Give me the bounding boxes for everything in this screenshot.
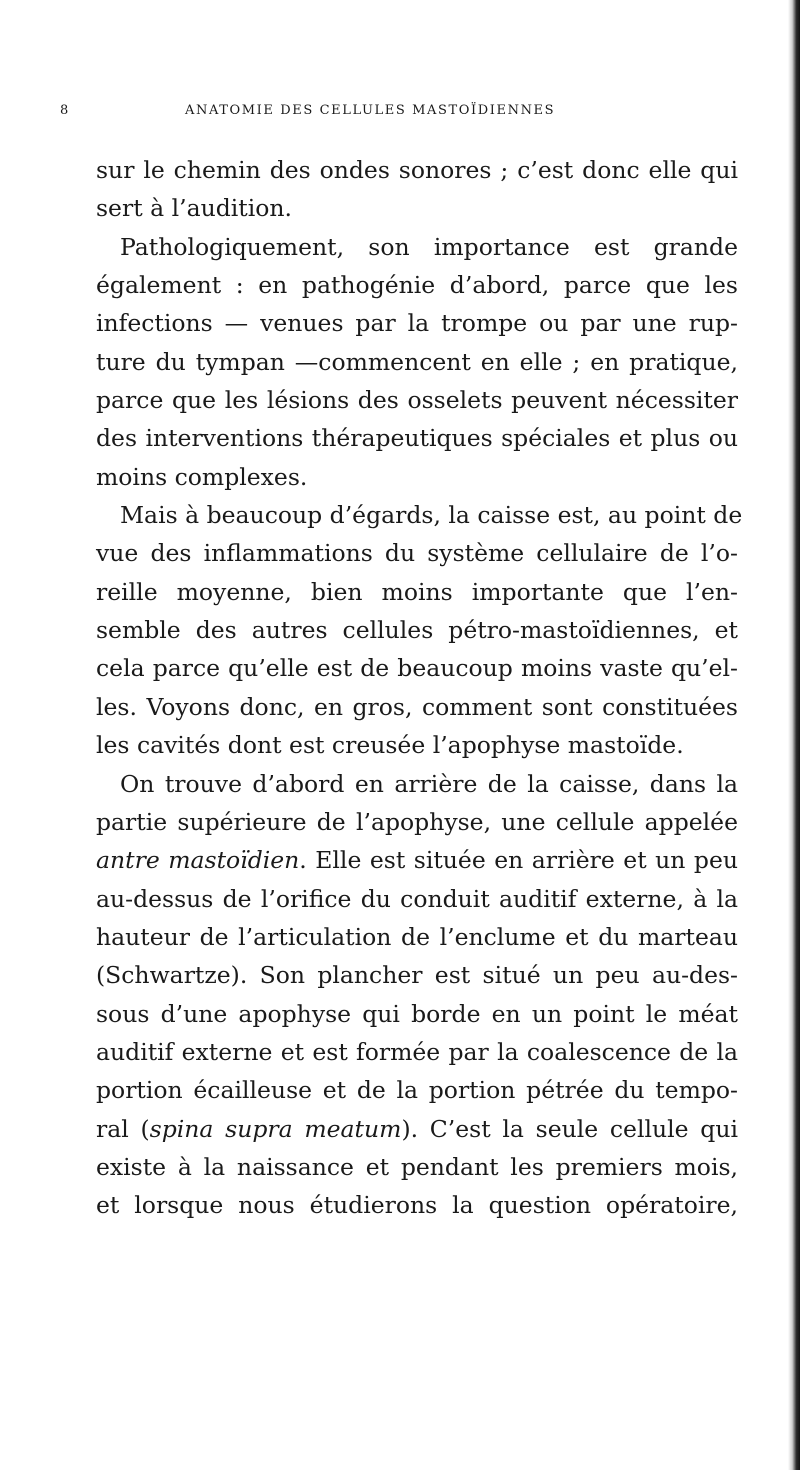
paragraph-first-line: On trouve d’abord en arrière de la caisse, dans la <box>120 769 738 798</box>
text-line: moins complexes. <box>96 462 308 491</box>
text-line: portion écailleuse et de la portion pétrée du tempo- <box>96 1076 738 1105</box>
text-line: cela parce qu’elle est de beaucoup moins vaste qu’el- <box>96 654 738 683</box>
text-line: antre mastoïdien. Elle est située en arrière et un peu <box>96 846 738 875</box>
text-line: (Schwartze). Son plancher est situé un peu au-des- <box>96 961 738 990</box>
italic-term: antre mastoïdien <box>96 846 300 875</box>
text-line: semble des autres cellules pétro-mastoïdiennes, et <box>96 616 738 645</box>
page-edge-shadow <box>788 0 800 1470</box>
text-line: auditif externe et est formée par la coalescence de la <box>96 1037 738 1066</box>
running-header <box>60 103 772 125</box>
text-line: sous d’une apophyse qui borde en un point le méat <box>96 999 738 1028</box>
text-line: ture du tympan —commencent en elle ; en pratique, <box>96 347 738 376</box>
text-line: également : en pathogénie d’abord, parce que les <box>96 271 738 300</box>
page-number: 8 <box>60 103 70 118</box>
text-line: et lorsque nous étudierons la question opératoire, <box>96 1191 738 1220</box>
text-line: parce que les lésions des osselets peuvent nécessiter <box>96 386 738 415</box>
text-line: hauteur de l’articulation de l’enclume et du marteau <box>96 922 738 951</box>
text-line: reille moyenne, bien moins importante que l’en- <box>96 577 738 606</box>
text-line: partie supérieure de l’apophyse, une cellule appelée <box>96 807 738 836</box>
text-line: des interventions thérapeutiques spéciales et plus ou <box>96 424 738 453</box>
text-line: existe à la naissance et pendant les premiers mois, <box>96 1152 738 1181</box>
running-header-title: ANATOMIE DES CELLULES MASTOÏDIENNES <box>185 103 556 118</box>
italic-term: spina supra meatum <box>149 1114 402 1143</box>
text-line: ral (spina supra meatum). C’est la seule cellule qui <box>96 1114 738 1143</box>
text-line: infections — venues par la trompe ou par une rup- <box>96 309 738 338</box>
text-line: les. Voyons donc, en gros, comment sont constituées <box>96 692 738 721</box>
paragraph-first-line: Pathologiquement, son importance est grande <box>120 232 738 261</box>
text-line: au-dessus de l’orifice du conduit auditif externe, à la <box>96 884 738 913</box>
body-text <box>96 151 743 1225</box>
text-line: sert à l’audition. <box>96 194 292 223</box>
text-line: les cavités dont est creusée l’apophyse mastoïde. <box>96 731 684 760</box>
text-line: vue des inflammations du système cellulaire de l’o- <box>96 539 738 568</box>
text-line: sur le chemin des ondes sonores ; c’est donc elle qui <box>96 156 738 184</box>
paragraph-first-line: Mais à beaucoup d’égards, la caisse est, au point de <box>120 501 743 530</box>
